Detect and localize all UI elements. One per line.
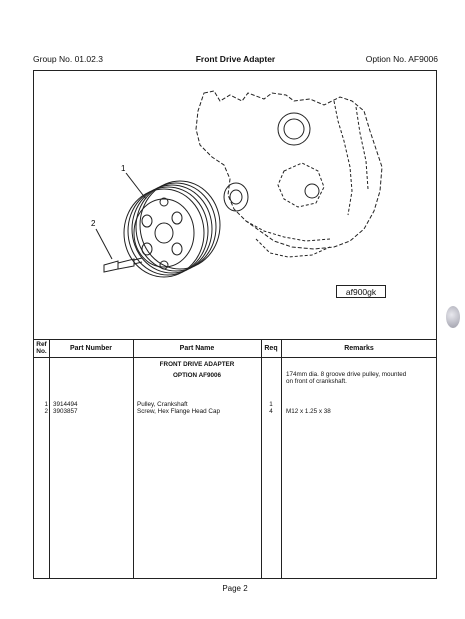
header-part-number: Part Number [69,344,112,352]
row-remarks: M12 x 1.25 x 38 [286,408,331,415]
column-divider [281,339,282,578]
section-remarks-line2: on front of crankshaft. [286,378,347,385]
page-title: Front Drive Adapter [195,54,276,64]
header-ref-no [34,339,49,357]
binder-hole [446,306,460,328]
row-part-number: 3914494 [53,401,78,408]
row-part-name: Screw, Hex Flange Head Cap [137,408,220,415]
row-req: 4 [269,408,273,415]
row-ref: 1 [44,401,48,408]
row-ref: 2 [44,408,48,415]
figure-reference-label: af900gk [336,285,386,298]
row-part-name: Pulley, Crankshaft [137,401,188,408]
header-ref-line1: Ref [36,341,47,348]
callout-1: 1 [121,164,126,173]
header-part-name: Part Name [179,344,215,352]
column-divider [49,339,50,578]
callout-2: 2 [91,219,96,228]
group-number: Group No. 01.02.3 [33,54,103,64]
section-remarks-line1: 174mm dia. 8 groove drive pulley, mounted [286,371,407,378]
table-header-row [34,339,436,358]
section-subtitle: OPTION AF9006 [172,372,222,379]
option-number: Option No. AF9006 [365,54,438,64]
page-number: Page 2 [222,584,248,593]
header-remarks: Remarks [344,344,374,352]
parts-sheet [33,70,437,579]
column-divider [261,339,262,578]
parts-illustration [34,71,436,340]
page-header [33,54,438,68]
section-title: FRONT DRIVE ADAPTER [159,361,235,368]
header-ref-line2: No. [36,348,47,355]
row-part-number: 3903857 [53,408,78,415]
row-req: 1 [269,401,273,408]
header-req: Req [264,344,278,352]
